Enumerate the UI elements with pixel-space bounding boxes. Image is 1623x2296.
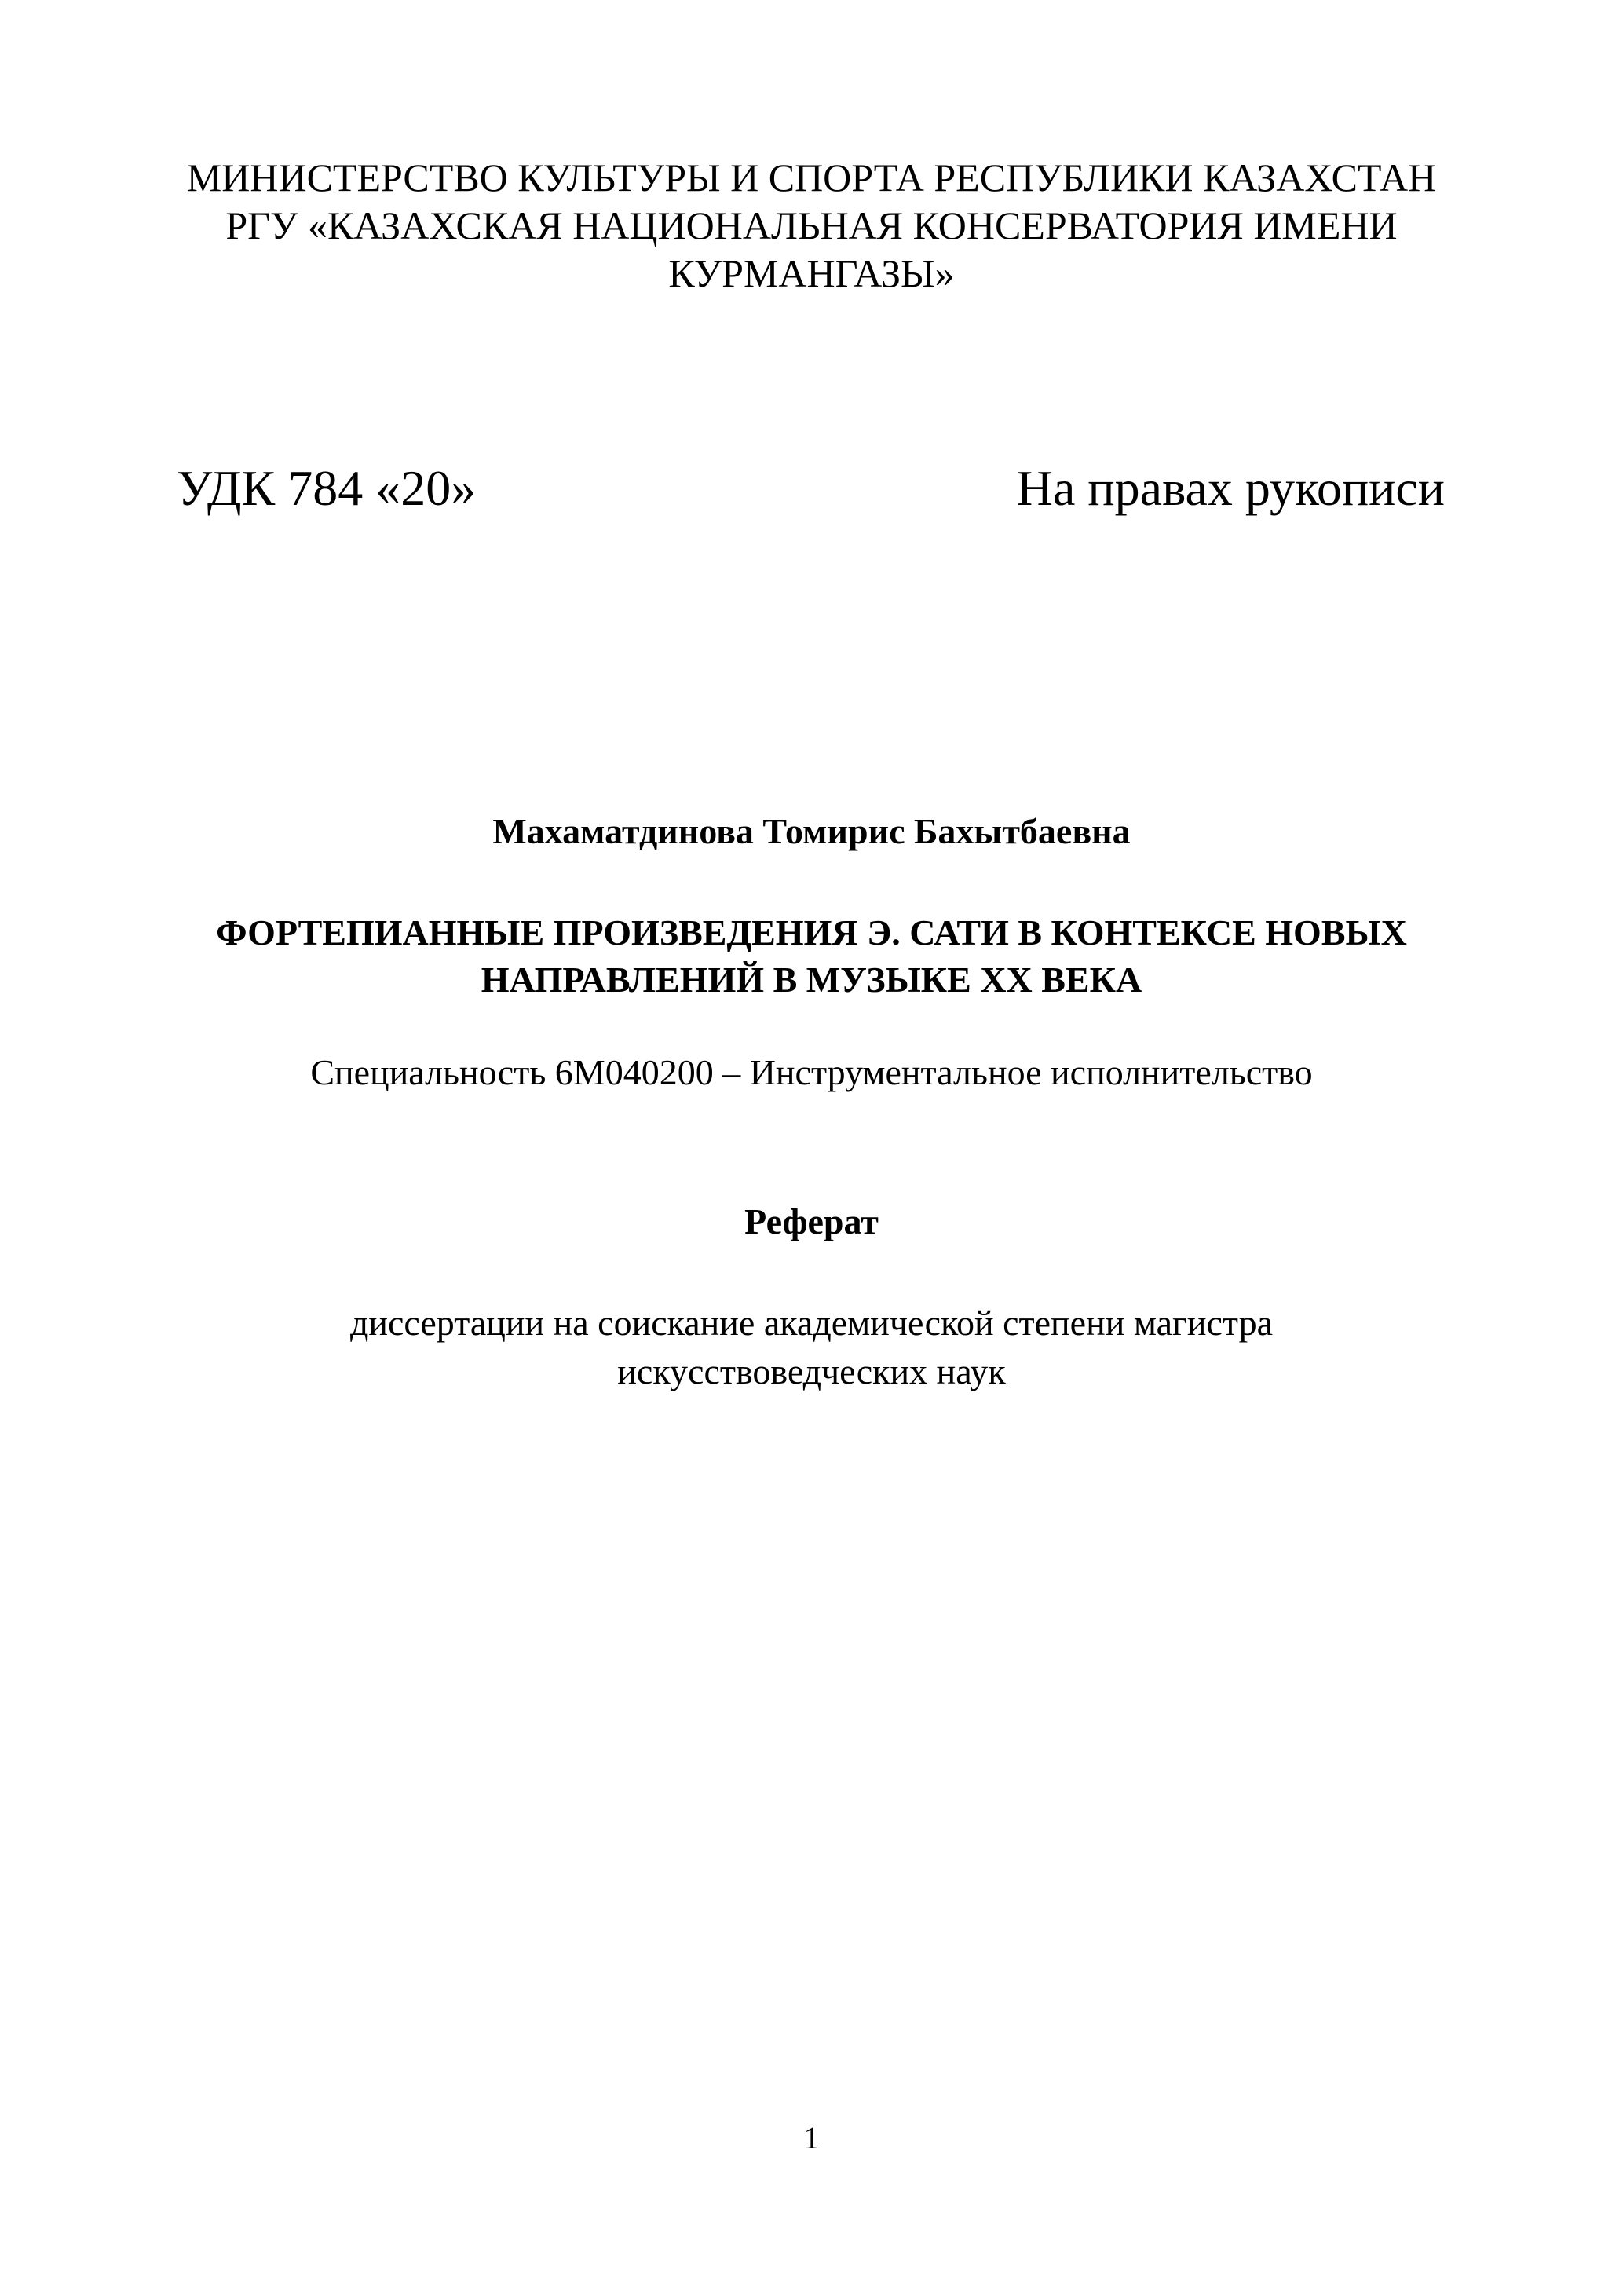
degree-description-line: искусствоведческих наук: [617, 1351, 1006, 1391]
degree-description-line: диссертации на соискание академической степени магистра: [349, 1303, 1274, 1343]
ministry-line: МИНИСТЕРСТВО КУЛЬТУРЫ И СПОРТА РЕСПУБЛИКИ КАЗАХСТАН: [186, 155, 1437, 199]
thesis-title: [0, 909, 1623, 1004]
author-name-text: Махаматдинова Томирис Бахытбаевна: [492, 811, 1131, 851]
author-name: [0, 809, 1623, 854]
abstract-label: [0, 1198, 1623, 1245]
specialty-text: Специальность 6М040200 – Инструментальное исполнительство: [310, 1052, 1313, 1092]
rights-note: На правах рукописи: [1016, 460, 1445, 516]
page-number-text: 1: [803, 2120, 820, 2155]
abstract-label-text: Реферат: [744, 1201, 879, 1241]
udk-row: [177, 457, 1445, 528]
degree-description: [0, 1299, 1623, 1396]
thesis-title-line: НАПРАВЛЕНИЙ В МУЗЫКЕ ХХ ВЕКА: [481, 960, 1142, 1000]
conservatory-line: РГУ «КАЗАХСКАЯ НАЦИОНАЛЬНАЯ КОНСЕРВАТОРИЯ ИМЕНИ: [225, 203, 1398, 247]
page-number: [0, 2119, 1623, 2158]
udk-code: УДК 784 «20»: [177, 460, 477, 516]
specialty: [0, 1049, 1623, 1096]
conservatory-name-line: КУРМАНГАЗЫ»: [668, 251, 955, 295]
ministry-header: [0, 154, 1623, 298]
thesis-title-line: ФОРТЕПИАННЫЕ ПРОИЗВЕДЕНИЯ Э. САТИ В КОНТЕКСЕ НОВЫХ: [216, 912, 1407, 952]
